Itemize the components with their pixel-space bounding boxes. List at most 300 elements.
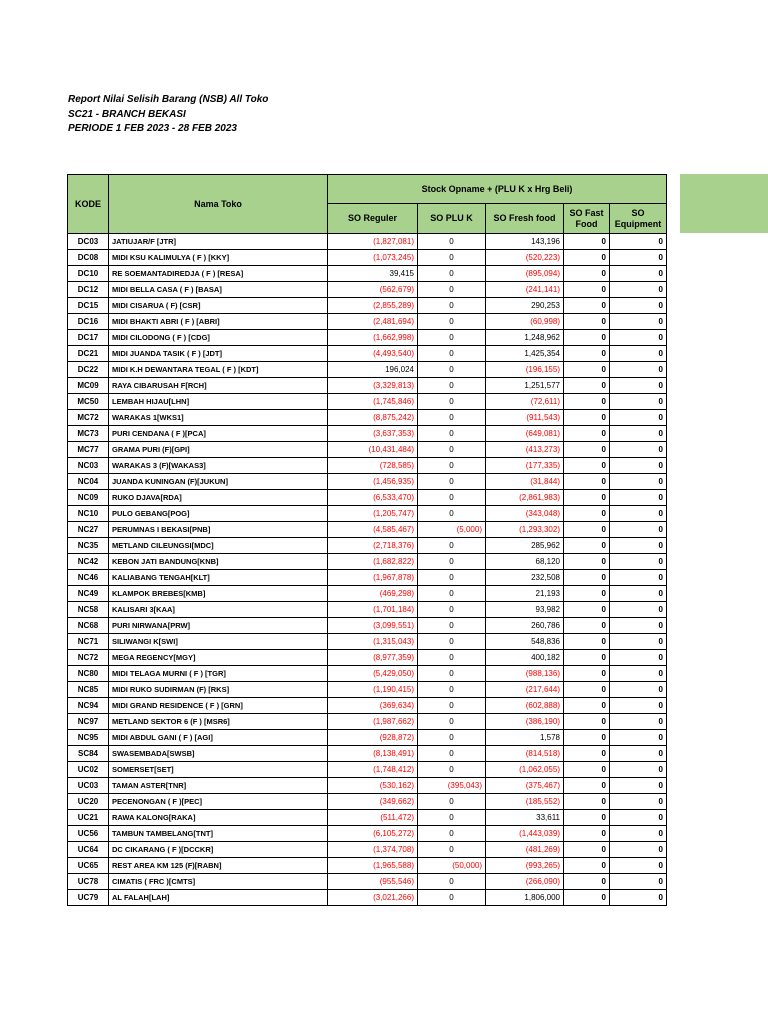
- cell-so-fast-food: 0: [564, 602, 610, 618]
- cell-kode: MC09: [68, 378, 109, 394]
- table-row: [68, 698, 667, 714]
- cell-so-fresh-food: (375,467): [486, 778, 564, 794]
- cell-so-fresh-food: (649,081): [486, 426, 564, 442]
- cell-so-fresh-food: (177,335): [486, 458, 564, 474]
- cell-kode: NC80: [68, 666, 109, 682]
- cell-so-fresh-food: 1,425,354: [486, 346, 564, 362]
- cell-kode: DC22: [68, 362, 109, 378]
- table-row: [68, 346, 667, 362]
- table-row: [68, 378, 667, 394]
- cell-so-equipment: 0: [610, 458, 667, 474]
- col-so-equipment: SO Equipment: [610, 204, 667, 234]
- cell-so-fast-food: 0: [564, 858, 610, 874]
- cell-so-reguler: (8,138,491): [328, 746, 418, 762]
- cell-kode: NC72: [68, 650, 109, 666]
- cell-so-fast-food: 0: [564, 234, 610, 250]
- cell-so-reguler: (1,745,846): [328, 394, 418, 410]
- cell-so-fresh-food: 285,962: [486, 538, 564, 554]
- cell-so-fast-food: 0: [564, 666, 610, 682]
- cell-so-plu-k: 0: [418, 458, 486, 474]
- cell-so-plu-k: 0: [418, 234, 486, 250]
- table-row: [68, 826, 667, 842]
- cell-so-equipment: 0: [610, 682, 667, 698]
- cell-so-plu-k: 0: [418, 250, 486, 266]
- cell-kode: DC15: [68, 298, 109, 314]
- cell-so-reguler: (3,329,813): [328, 378, 418, 394]
- table-row: [68, 394, 667, 410]
- cell-nama-toko: MIDI KSU KALIMULYA ( F ) [KKY]: [109, 250, 328, 266]
- cell-so-fresh-food: 33,611: [486, 810, 564, 826]
- cell-so-reguler: (511,472): [328, 810, 418, 826]
- cell-so-fast-food: 0: [564, 506, 610, 522]
- cell-so-fast-food: 0: [564, 490, 610, 506]
- cell-so-fresh-food: (481,269): [486, 842, 564, 858]
- cell-nama-toko: KALISARI 3[KAA]: [109, 602, 328, 618]
- cell-so-reguler: (1,748,412): [328, 762, 418, 778]
- cell-so-plu-k: 0: [418, 314, 486, 330]
- cell-so-fast-food: 0: [564, 778, 610, 794]
- cell-nama-toko: MIDI BELLA CASA ( F ) [BASA]: [109, 282, 328, 298]
- cell-so-equipment: 0: [610, 666, 667, 682]
- cell-kode: MC77: [68, 442, 109, 458]
- cell-so-reguler: (1,456,935): [328, 474, 418, 490]
- cell-so-plu-k: 0: [418, 874, 486, 890]
- cell-so-equipment: 0: [610, 282, 667, 298]
- cell-kode: NC95: [68, 730, 109, 746]
- cell-so-equipment: 0: [610, 826, 667, 842]
- col-kode: KODE: [68, 175, 109, 234]
- cell-kode: NC49: [68, 586, 109, 602]
- cell-kode: UC20: [68, 794, 109, 810]
- cell-so-plu-k: 0: [418, 762, 486, 778]
- cell-so-equipment: 0: [610, 554, 667, 570]
- cell-so-fresh-food: (60,998): [486, 314, 564, 330]
- cell-so-equipment: 0: [610, 570, 667, 586]
- cell-so-fast-food: 0: [564, 698, 610, 714]
- table-row: [68, 618, 667, 634]
- cell-so-fast-food: 0: [564, 762, 610, 778]
- cell-so-fast-food: 0: [564, 330, 610, 346]
- cell-kode: DC16: [68, 314, 109, 330]
- cell-kode: NC94: [68, 698, 109, 714]
- cell-nama-toko: METLAND CILEUNGSI[MDC]: [109, 538, 328, 554]
- cell-so-reguler: (8,875,242): [328, 410, 418, 426]
- table-row: [68, 298, 667, 314]
- cell-so-fresh-food: (988,136): [486, 666, 564, 682]
- cell-so-fast-food: 0: [564, 842, 610, 858]
- table-row: [68, 474, 667, 490]
- cell-so-equipment: 0: [610, 778, 667, 794]
- cell-kode: MC72: [68, 410, 109, 426]
- table-row: [68, 506, 667, 522]
- cell-so-fast-food: 0: [564, 634, 610, 650]
- cell-so-reguler: (562,679): [328, 282, 418, 298]
- cell-nama-toko: MEGA REGENCY[MGY]: [109, 650, 328, 666]
- cell-nama-toko: KEBON JATI BANDUNG[KNB]: [109, 554, 328, 570]
- cell-so-fast-food: 0: [564, 362, 610, 378]
- cell-so-plu-k: 0: [418, 586, 486, 602]
- cell-so-fast-food: 0: [564, 378, 610, 394]
- cell-nama-toko: MIDI TELAGA MURNI ( F ) [TGR]: [109, 666, 328, 682]
- table-row: [68, 410, 667, 426]
- cell-nama-toko: TAMBUN TAMBELANG[TNT]: [109, 826, 328, 842]
- cell-kode: NC04: [68, 474, 109, 490]
- table-row: [68, 602, 667, 618]
- cell-so-reguler: (1,315,043): [328, 634, 418, 650]
- cell-so-equipment: 0: [610, 378, 667, 394]
- cell-kode: NC09: [68, 490, 109, 506]
- table-row: [68, 586, 667, 602]
- cell-kode: UC56: [68, 826, 109, 842]
- cell-so-fresh-food: (386,190): [486, 714, 564, 730]
- cell-so-fast-food: 0: [564, 346, 610, 362]
- cell-so-plu-k: (5,000): [418, 522, 486, 538]
- cell-so-equipment: 0: [610, 730, 667, 746]
- cell-so-fast-food: 0: [564, 730, 610, 746]
- table-row: [68, 682, 667, 698]
- cell-so-plu-k: 0: [418, 474, 486, 490]
- cell-so-reguler: (955,546): [328, 874, 418, 890]
- cell-so-fast-food: 0: [564, 826, 610, 842]
- cell-kode: NC42: [68, 554, 109, 570]
- cell-so-plu-k: 0: [418, 506, 486, 522]
- cell-so-fresh-food: 1,578: [486, 730, 564, 746]
- cell-nama-toko: CIMATIS ( FRC )[CMTS]: [109, 874, 328, 890]
- cell-so-reguler: (3,021,266): [328, 890, 418, 906]
- cell-so-plu-k: 0: [418, 394, 486, 410]
- cell-so-equipment: 0: [610, 602, 667, 618]
- cell-so-reguler: (1,967,878): [328, 570, 418, 586]
- cell-so-reguler: (3,637,353): [328, 426, 418, 442]
- cell-so-reguler: (349,662): [328, 794, 418, 810]
- cell-so-reguler: (4,585,467): [328, 522, 418, 538]
- table-row: [68, 554, 667, 570]
- cell-so-reguler: (1,205,747): [328, 506, 418, 522]
- cell-so-reguler: (369,634): [328, 698, 418, 714]
- cell-nama-toko: KALIABANG TENGAH[KLT]: [109, 570, 328, 586]
- cell-kode: NC03: [68, 458, 109, 474]
- cell-so-reguler: (10,431,484): [328, 442, 418, 458]
- cell-kode: NC46: [68, 570, 109, 586]
- cell-nama-toko: KLAMPOK BREBES[KMB]: [109, 586, 328, 602]
- cell-so-equipment: 0: [610, 250, 667, 266]
- cell-so-plu-k: 0: [418, 490, 486, 506]
- cell-kode: DC17: [68, 330, 109, 346]
- cell-so-fresh-food: (1,293,302): [486, 522, 564, 538]
- cell-so-plu-k: 0: [418, 282, 486, 298]
- cell-nama-toko: MIDI GRAND RESIDENCE ( F ) [GRN]: [109, 698, 328, 714]
- cell-so-fresh-food: (343,048): [486, 506, 564, 522]
- table-row: [68, 314, 667, 330]
- cell-so-fast-food: 0: [564, 682, 610, 698]
- cell-so-reguler: (5,429,050): [328, 666, 418, 682]
- cell-kode: UC21: [68, 810, 109, 826]
- cell-so-plu-k: 0: [418, 346, 486, 362]
- cell-kode: DC03: [68, 234, 109, 250]
- cell-so-fresh-food: 548,836: [486, 634, 564, 650]
- cell-so-equipment: 0: [610, 330, 667, 346]
- cell-so-reguler: (2,481,694): [328, 314, 418, 330]
- cell-nama-toko: RE SOEMANTADIREDJA ( F ) [RESA]: [109, 266, 328, 282]
- cell-nama-toko: SILIWANGI K[SWI]: [109, 634, 328, 650]
- cell-so-fresh-food: (72,611): [486, 394, 564, 410]
- cell-so-reguler: (1,190,415): [328, 682, 418, 698]
- cell-so-plu-k: 0: [418, 826, 486, 842]
- cell-so-equipment: 0: [610, 298, 667, 314]
- cell-nama-toko: REST AREA KM 125 (F)[RABN]: [109, 858, 328, 874]
- cell-nama-toko: PULO GEBANG[POG]: [109, 506, 328, 522]
- cell-so-equipment: 0: [610, 794, 667, 810]
- cell-so-reguler: (6,105,272): [328, 826, 418, 842]
- cell-nama-toko: MIDI ABDUL GANI ( F ) [AGI]: [109, 730, 328, 746]
- cell-so-reguler: (928,872): [328, 730, 418, 746]
- cell-so-plu-k: (50,000): [418, 858, 486, 874]
- cell-so-plu-k: 0: [418, 634, 486, 650]
- cell-kode: NC68: [68, 618, 109, 634]
- cell-kode: MC50: [68, 394, 109, 410]
- cell-so-fresh-food: 1,251,577: [486, 378, 564, 394]
- table-row: [68, 714, 667, 730]
- cell-so-plu-k: 0: [418, 666, 486, 682]
- cell-so-reguler: (1,965,588): [328, 858, 418, 874]
- col-so-plu-k: SO PLU K: [418, 204, 486, 234]
- cell-so-reguler: (1,374,708): [328, 842, 418, 858]
- cell-so-equipment: 0: [610, 890, 667, 906]
- cell-so-reguler: (469,298): [328, 586, 418, 602]
- cell-so-fast-food: 0: [564, 874, 610, 890]
- cell-so-plu-k: 0: [418, 602, 486, 618]
- cell-so-plu-k: (395,043): [418, 778, 486, 794]
- cell-nama-toko: DC CIKARANG ( F )[DCCKR]: [109, 842, 328, 858]
- cell-so-fresh-food: (895,094): [486, 266, 564, 282]
- table-row: [68, 490, 667, 506]
- cell-so-fresh-food: (241,141): [486, 282, 564, 298]
- header-fill-extension: [680, 174, 768, 233]
- cell-so-fresh-food: (185,552): [486, 794, 564, 810]
- cell-so-fast-food: 0: [564, 522, 610, 538]
- cell-so-equipment: 0: [610, 650, 667, 666]
- cell-so-plu-k: 0: [418, 298, 486, 314]
- table-row: [68, 634, 667, 650]
- cell-so-fresh-food: (413,273): [486, 442, 564, 458]
- cell-so-fast-food: 0: [564, 442, 610, 458]
- cell-nama-toko: LEMBAH HIJAU[LHN]: [109, 394, 328, 410]
- cell-so-fast-food: 0: [564, 298, 610, 314]
- cell-so-equipment: 0: [610, 842, 667, 858]
- cell-so-equipment: 0: [610, 234, 667, 250]
- cell-so-fast-food: 0: [564, 746, 610, 762]
- cell-so-equipment: 0: [610, 586, 667, 602]
- cell-so-fresh-food: (993,265): [486, 858, 564, 874]
- cell-so-reguler: (728,585): [328, 458, 418, 474]
- cell-so-plu-k: 0: [418, 714, 486, 730]
- cell-nama-toko: AL FALAH[LAH]: [109, 890, 328, 906]
- cell-so-fresh-food: (196,155): [486, 362, 564, 378]
- cell-so-fresh-food: 68,120: [486, 554, 564, 570]
- cell-so-equipment: 0: [610, 874, 667, 890]
- cell-so-fresh-food: (602,888): [486, 698, 564, 714]
- cell-so-fresh-food: (1,062,055): [486, 762, 564, 778]
- cell-so-reguler: (8,977,359): [328, 650, 418, 666]
- cell-so-fast-food: 0: [564, 474, 610, 490]
- cell-so-plu-k: 0: [418, 618, 486, 634]
- cell-so-reguler: (2,718,376): [328, 538, 418, 554]
- cell-so-equipment: 0: [610, 858, 667, 874]
- cell-so-fast-food: 0: [564, 650, 610, 666]
- cell-kode: NC85: [68, 682, 109, 698]
- cell-so-fast-food: 0: [564, 458, 610, 474]
- table-row: [68, 266, 667, 282]
- cell-kode: UC02: [68, 762, 109, 778]
- table-row: [68, 362, 667, 378]
- cell-nama-toko: MIDI CISARUA ( F) [CSR]: [109, 298, 328, 314]
- cell-nama-toko: PURI CENDANA ( F )[PCA]: [109, 426, 328, 442]
- cell-so-equipment: 0: [610, 762, 667, 778]
- cell-kode: DC08: [68, 250, 109, 266]
- cell-so-reguler: (1,701,184): [328, 602, 418, 618]
- cell-so-reguler: (6,533,470): [328, 490, 418, 506]
- cell-so-fresh-food: (217,644): [486, 682, 564, 698]
- cell-so-equipment: 0: [610, 506, 667, 522]
- table-header: [68, 175, 667, 234]
- cell-so-plu-k: 0: [418, 842, 486, 858]
- table-row: [68, 874, 667, 890]
- cell-kode: NC97: [68, 714, 109, 730]
- cell-so-fast-food: 0: [564, 266, 610, 282]
- cell-so-equipment: 0: [610, 618, 667, 634]
- cell-so-reguler: (530,162): [328, 778, 418, 794]
- cell-so-reguler: (1,662,998): [328, 330, 418, 346]
- report-title: Report Nilai Selisih Barang (NSB) All Toko: [68, 94, 269, 105]
- table-row: [68, 442, 667, 458]
- cell-so-fresh-food: (1,443,039): [486, 826, 564, 842]
- table-row: [68, 746, 667, 762]
- cell-so-equipment: 0: [610, 394, 667, 410]
- cell-so-equipment: 0: [610, 362, 667, 378]
- cell-kode: SC84: [68, 746, 109, 762]
- table-row: [68, 570, 667, 586]
- table-row: [68, 858, 667, 874]
- cell-kode: NC10: [68, 506, 109, 522]
- cell-so-fresh-food: 21,193: [486, 586, 564, 602]
- cell-kode: UC64: [68, 842, 109, 858]
- col-nama-toko: Nama Toko: [109, 175, 328, 234]
- period-label: PERIODE 1 FEB 2023 - 28 FEB 2023: [68, 123, 237, 134]
- cell-nama-toko: PERUMNAS I BEKASI[PNB]: [109, 522, 328, 538]
- col-so-fresh-food: SO Fresh food: [486, 204, 564, 234]
- table-row: [68, 538, 667, 554]
- cell-so-fast-food: 0: [564, 570, 610, 586]
- cell-so-fast-food: 0: [564, 538, 610, 554]
- cell-so-plu-k: 0: [418, 410, 486, 426]
- cell-so-plu-k: 0: [418, 442, 486, 458]
- cell-so-fast-food: 0: [564, 314, 610, 330]
- cell-kode: UC65: [68, 858, 109, 874]
- cell-nama-toko: GRAMA PURI (F)[GPI]: [109, 442, 328, 458]
- cell-nama-toko: MIDI K.H DEWANTARA TEGAL ( F ) [KDT]: [109, 362, 328, 378]
- table-row: [68, 762, 667, 778]
- cell-so-reguler: (1,073,245): [328, 250, 418, 266]
- table-row: [68, 234, 667, 250]
- cell-kode: DC12: [68, 282, 109, 298]
- cell-nama-toko: RAYA CIBARUSAH F[RCH]: [109, 378, 328, 394]
- cell-so-plu-k: 0: [418, 362, 486, 378]
- cell-so-reguler: (1,987,662): [328, 714, 418, 730]
- table-row: [68, 666, 667, 682]
- cell-nama-toko: PURI NIRWANA[PRW]: [109, 618, 328, 634]
- cell-so-fresh-food: (520,223): [486, 250, 564, 266]
- cell-kode: NC35: [68, 538, 109, 554]
- cell-so-fresh-food: (31,844): [486, 474, 564, 490]
- cell-so-fast-food: 0: [564, 394, 610, 410]
- cell-so-plu-k: 0: [418, 538, 486, 554]
- cell-kode: NC58: [68, 602, 109, 618]
- cell-so-equipment: 0: [610, 410, 667, 426]
- table-row: [68, 842, 667, 858]
- table-row: [68, 810, 667, 826]
- cell-so-plu-k: 0: [418, 650, 486, 666]
- cell-nama-toko: MIDI BHAKTI ABRI ( F ) [ABRI]: [109, 314, 328, 330]
- cell-so-equipment: 0: [610, 634, 667, 650]
- cell-so-fast-food: 0: [564, 554, 610, 570]
- cell-so-plu-k: 0: [418, 810, 486, 826]
- cell-so-plu-k: 0: [418, 794, 486, 810]
- cell-kode: UC79: [68, 890, 109, 906]
- table-row: [68, 794, 667, 810]
- col-so-reguler: SO Reguler: [328, 204, 418, 234]
- cell-so-fresh-food: (814,518): [486, 746, 564, 762]
- cell-so-reguler: (3,099,551): [328, 618, 418, 634]
- col-so-fast-food: SO Fast Food: [564, 204, 610, 234]
- cell-nama-toko: WARAKAS 3 (F)[WAKAS3]: [109, 458, 328, 474]
- table-body: [68, 234, 667, 906]
- cell-so-fresh-food: 1,248,962: [486, 330, 564, 346]
- cell-so-fresh-food: (266,090): [486, 874, 564, 890]
- cell-nama-toko: RAWA KALONG[RAKA]: [109, 810, 328, 826]
- cell-so-plu-k: 0: [418, 426, 486, 442]
- cell-so-equipment: 0: [610, 490, 667, 506]
- cell-so-fresh-food: 143,196: [486, 234, 564, 250]
- cell-so-equipment: 0: [610, 474, 667, 490]
- cell-so-equipment: 0: [610, 522, 667, 538]
- cell-kode: UC78: [68, 874, 109, 890]
- table-row: [68, 890, 667, 906]
- cell-so-fresh-food: 290,253: [486, 298, 564, 314]
- cell-so-fast-food: 0: [564, 794, 610, 810]
- col-group-stock-opname: Stock Opname + (PLU K x Hrg Beli): [328, 175, 667, 204]
- cell-kode: DC21: [68, 346, 109, 362]
- cell-so-fast-food: 0: [564, 250, 610, 266]
- table-row: [68, 522, 667, 538]
- cell-so-fresh-food: 1,806,000: [486, 890, 564, 906]
- table-row: [68, 778, 667, 794]
- cell-so-fresh-food: 93,982: [486, 602, 564, 618]
- cell-so-reguler: 39,415: [328, 266, 418, 282]
- cell-nama-toko: MIDI RUKO SUDIRMAN (F) [RKS]: [109, 682, 328, 698]
- branch-label: SC21 - BRANCH BEKASI: [68, 109, 186, 120]
- cell-so-reguler: (4,493,540): [328, 346, 418, 362]
- cell-so-plu-k: 0: [418, 378, 486, 394]
- cell-so-fast-food: 0: [564, 618, 610, 634]
- cell-nama-toko: JATIUJAR/F [JTR]: [109, 234, 328, 250]
- cell-so-fast-food: 0: [564, 282, 610, 298]
- cell-so-fast-food: 0: [564, 890, 610, 906]
- cell-so-fast-food: 0: [564, 586, 610, 602]
- cell-so-plu-k: 0: [418, 698, 486, 714]
- cell-so-plu-k: 0: [418, 746, 486, 762]
- cell-so-reguler: (1,682,822): [328, 554, 418, 570]
- cell-nama-toko: WARAKAS 1[WKS1]: [109, 410, 328, 426]
